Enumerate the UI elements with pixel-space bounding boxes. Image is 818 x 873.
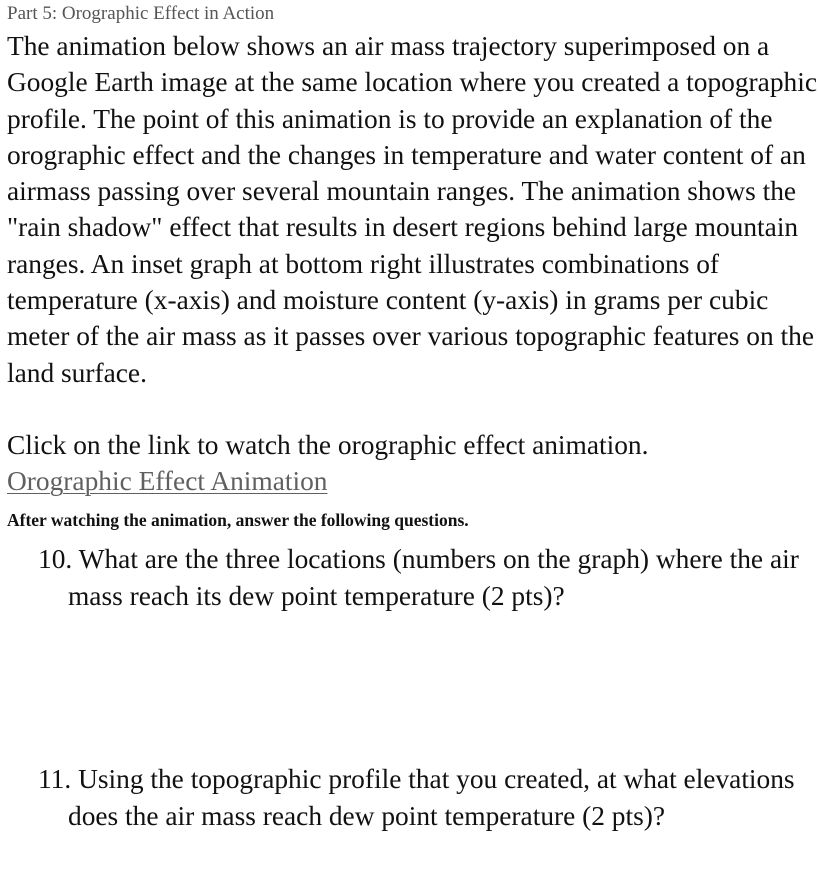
question-11 — [38, 761, 818, 835]
after-watching-instructions: After watching the animation, answer the following questions. — [7, 510, 469, 530]
question-number: 10. — [38, 544, 73, 574]
question-text: What are the three locations (numbers on the graph) where the air mass reach its dew point temperature (2 pts)? — [68, 544, 799, 611]
question-10 — [38, 541, 818, 615]
question-text: Using the topographic profile that you created, at what elevations does the air mass reach dew point temperature (2 pts)? — [68, 764, 795, 831]
orographic-animation-link[interactable]: Orographic Effect Animation — [7, 466, 328, 496]
intro-paragraph: The animation below shows an air mass trajectory superimposed on a Google Earth image at the same location where you created a topographic profile. The point of this animation is to provide an explanation of the orographic effect and the changes in temperature and water content of an airmass passing over several mountain ranges. The animation shows the "rain shadow" effect that results in desert regions behind large mountain ranges. An inset graph at bottom right illustrates combinations of temperature (x-axis) and moisture content (y-axis) in grams per cubic meter of the air mass as it passes over various topographic features on the land surface. — [7, 31, 817, 388]
click-instruction: Click on the link to watch the orographic effect animation. — [7, 430, 649, 460]
part-heading: Part 5: Orographic Effect in Action — [7, 3, 275, 24]
question-number: 11. — [38, 764, 72, 794]
